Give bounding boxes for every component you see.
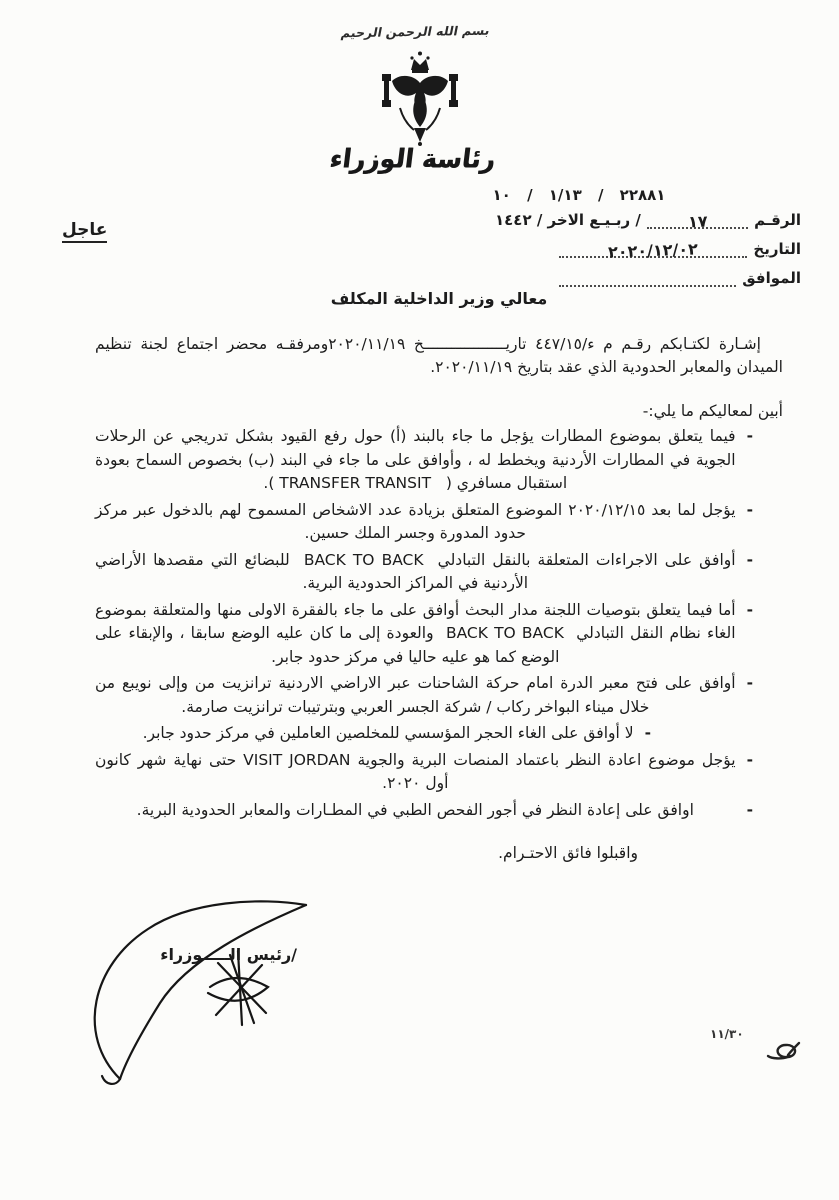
bullet-dash: - xyxy=(746,600,753,619)
number-handwritten-value: ١٧ xyxy=(687,211,708,232)
lead-in-line: أبين لمعاليكم ما يلي:- xyxy=(642,401,783,420)
date-label: التاريخ xyxy=(753,240,801,258)
serial-number-line: ٢٢٨٨١ / ١/١٣ / ١٠ xyxy=(492,186,666,204)
hijri-date-suffix: / ربـيـع الاخر / ١٤٤٢ xyxy=(495,211,641,229)
bullet-dash: - xyxy=(746,750,753,769)
list-item xyxy=(95,499,753,546)
bullet-dash: - xyxy=(644,724,651,742)
list-item xyxy=(95,425,753,496)
decision-points-list xyxy=(95,425,783,822)
signature-title: /رئيس الـــــوزراء xyxy=(160,945,297,964)
bullet-dash: - xyxy=(746,550,753,569)
list-item xyxy=(95,549,753,596)
bullet-text: لا أوافق على الغاء الحجر المؤسسي للمخلصين العاملين في مركز حدود جابر. xyxy=(142,724,634,742)
list-item xyxy=(95,749,753,796)
bullet-text: أما فيما يتعلق بتوصيات اللجنة مدار البحث أوافق على ما جاء بالفقرة الاولى منها والمتعلقة بموضوع الغاء نظام النقل التبادلي BACK TO BACK والعودة إلى ما كان عليه الوضع سابقا ، والإبقاء على الوضع كما هو عليه حاليا في مركز حدود جابر. xyxy=(95,600,736,666)
number-label: الرقـم xyxy=(754,211,801,229)
crest-icon xyxy=(370,50,470,148)
list-item xyxy=(95,799,753,823)
bullet-text: أوافق على الاجراءات المتعلقة بالنقل التبادلي BACK TO BACK للبضائع التي مقصدها الأراضي الأردنية في المراكز الحدودية البرية. xyxy=(95,550,736,592)
reference-number-row xyxy=(495,211,801,232)
corresponding-row xyxy=(559,269,801,287)
bullet-dash: - xyxy=(746,427,753,445)
number-dotted-line xyxy=(647,211,748,232)
letter-body xyxy=(95,287,783,866)
intro-paragraph: إشـارة لكتـابكم رقـم م ء/٤٤٧/١٥ تاريــــــــــــــــــخ ٢٠٢٠/١١/١٩ومرفقـه محضر اجتماع لجنة تنظيم الميدان والمعابر الحدودية الذي عقد بتاريخ ٢٠٢٠/١١/١٩. xyxy=(95,334,783,376)
bullet-text: فيما يتعلق بموضوع المطارات يؤجل ما جاء بالبند (أ) حول رفع القيود بشكل تدريجي عن الرحلات الجوية في المطارات الأردنية ويخطط له ، وأوافق على ما جاء في البند (ب) بخصوص السماح بعودة استقبال مسافري ( TRANSFER TRANSIT ). xyxy=(95,427,736,492)
addressee-line: معالي وزير الداخلية المكلف xyxy=(330,289,548,308)
signature-block xyxy=(68,893,323,1088)
basmala-calligraphy: بسم الله الرحمن الرحيم xyxy=(339,22,492,41)
date-dotted-line xyxy=(559,239,747,262)
list-item xyxy=(95,599,753,670)
agency-name-calligraphy: رئاسة الوزراء xyxy=(327,143,498,174)
bullet-dash: - xyxy=(746,500,753,519)
date-handwritten-value: ٢٠٢٠/١٢/٠٢ xyxy=(608,239,699,262)
closing-salutation: واقبلوا فائق الاحتـرام. xyxy=(498,844,638,862)
initial-squiggle-icon xyxy=(760,1040,802,1070)
signature-swoosh-icon xyxy=(68,893,323,1088)
bullet-text: اوافق على إعادة النظر في أجور الفحص الطبي في المطـارات والمعابر الحدودية البرية. xyxy=(136,800,694,819)
list-item xyxy=(95,672,753,719)
date-row xyxy=(559,239,801,262)
bullet-text: يؤجل لما بعد ٢٠٢٠/١٢/١٥ الموضوع المتعلق بزيادة عدد الاشخاص المسموح لهم بالدخول عبر مركز حدود المدورة وجسر الملك حسين. xyxy=(95,500,736,542)
urgent-label: عاجل xyxy=(62,220,107,243)
bullet-dash: - xyxy=(746,800,753,819)
bullet-text: يؤجل موضوع اعادة النظر باعتماد المنصات البرية والجوية VISIT JORDAN حتى نهاية شهر كانون أول ٢٠٢٠. xyxy=(95,750,736,792)
handwritten-initial-mark xyxy=(760,1040,802,1074)
list-item xyxy=(95,722,651,746)
corresponding-dotted-line xyxy=(559,271,736,287)
bullet-dash: - xyxy=(746,674,753,692)
corresponding-label: الموافق xyxy=(742,269,801,287)
royal-crest-emblem xyxy=(370,50,470,152)
page-reference-number: ١١/٣٠ xyxy=(710,1027,744,1041)
bullet-text: أوافق على فتح معبر الدرة امام حركة الشاحنات عبر الاراضي الاردنية ترانزيت من وإلى نويبع من خلال ميناء البواخر ركاب / شركة الجسر العربي وبترتيبات ترانزيت صارمة. xyxy=(95,674,736,716)
